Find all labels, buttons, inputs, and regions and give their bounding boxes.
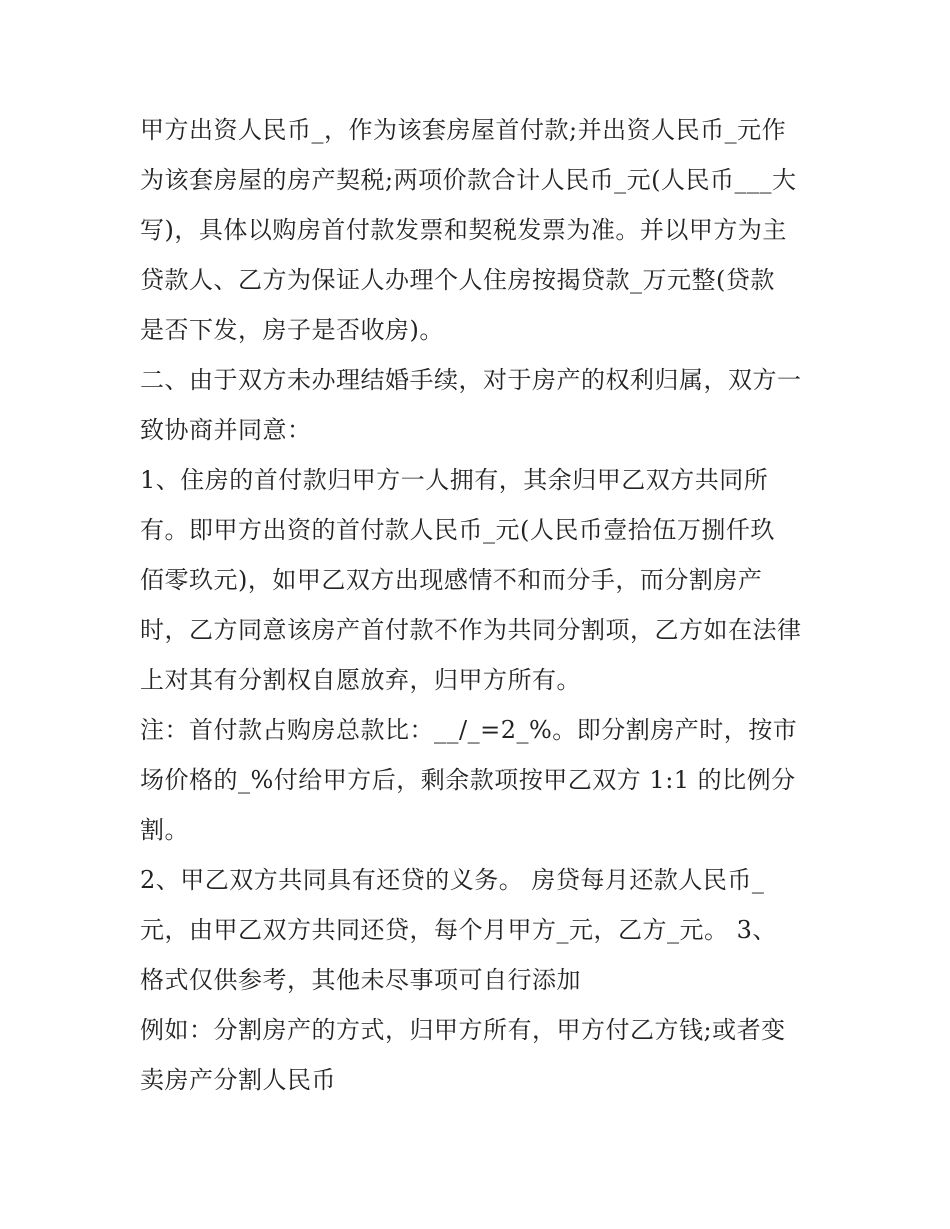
text-line: 上对其有分割权自愿放弃，归甲方所有。 <box>140 666 581 694</box>
text-line: 有。即甲方出资的首付款人民币_元(人民币壹拾伍万捌仟玖 <box>140 516 775 544</box>
text-line: 二、由于双方未办理结婚手续，对于房产的权利归属，双方一 <box>140 366 802 394</box>
text-line: 1、住房的首付款归甲方一人拥有，其余归甲乙双方共同所 <box>140 466 769 494</box>
text-line: 致协商并同意： <box>140 416 312 444</box>
text-line: 是否下发，房子是否收房)。 <box>140 316 444 344</box>
text-line: 为该套房屋的房产契税;两项价款合计人民币_元(人民币___大 <box>140 166 797 194</box>
text-line: 场价格的_%付给甲方后，剩余款项按甲乙双方 1:1 的比例分 <box>140 766 796 794</box>
text-line: 割。 <box>140 816 189 844</box>
text-line: 元，由甲乙双方共同还贷，每个月甲方_元，乙方_元。 3、 <box>140 916 777 944</box>
text-line: 例如：分割房产的方式，归甲方所有，甲方付乙方钱;或者变 <box>140 1016 786 1044</box>
text-line: 时，乙方同意该房产首付款不作为共同分割项，乙方如在法律 <box>140 616 802 644</box>
text-line: 格式仅供参考，其他未尽事项可自行添加 <box>140 966 581 994</box>
text-line: 佰零玖元)，如甲乙双方出现感情不和而分手，而分割房产 <box>140 566 763 594</box>
text-line: 注：首付款占购房总款比：__/_=2_%。即分割房产时，按市 <box>140 716 798 744</box>
text-line: 甲方出资人民币_，作为该套房屋首付款;并出资人民币_元作 <box>140 116 787 144</box>
text-line: 2、甲乙双方共同具有还贷的义务。 房贷每月还款人民币_ <box>140 866 765 894</box>
text-line: 卖房产分割人民币 <box>140 1066 336 1094</box>
text-line: 写)，具体以购房首付款发票和契税发票为准。并以甲方为主 <box>140 216 787 244</box>
text-line: 贷款人、乙方为保证人办理个人住房按揭贷款_万元整(贷款 <box>140 266 775 294</box>
